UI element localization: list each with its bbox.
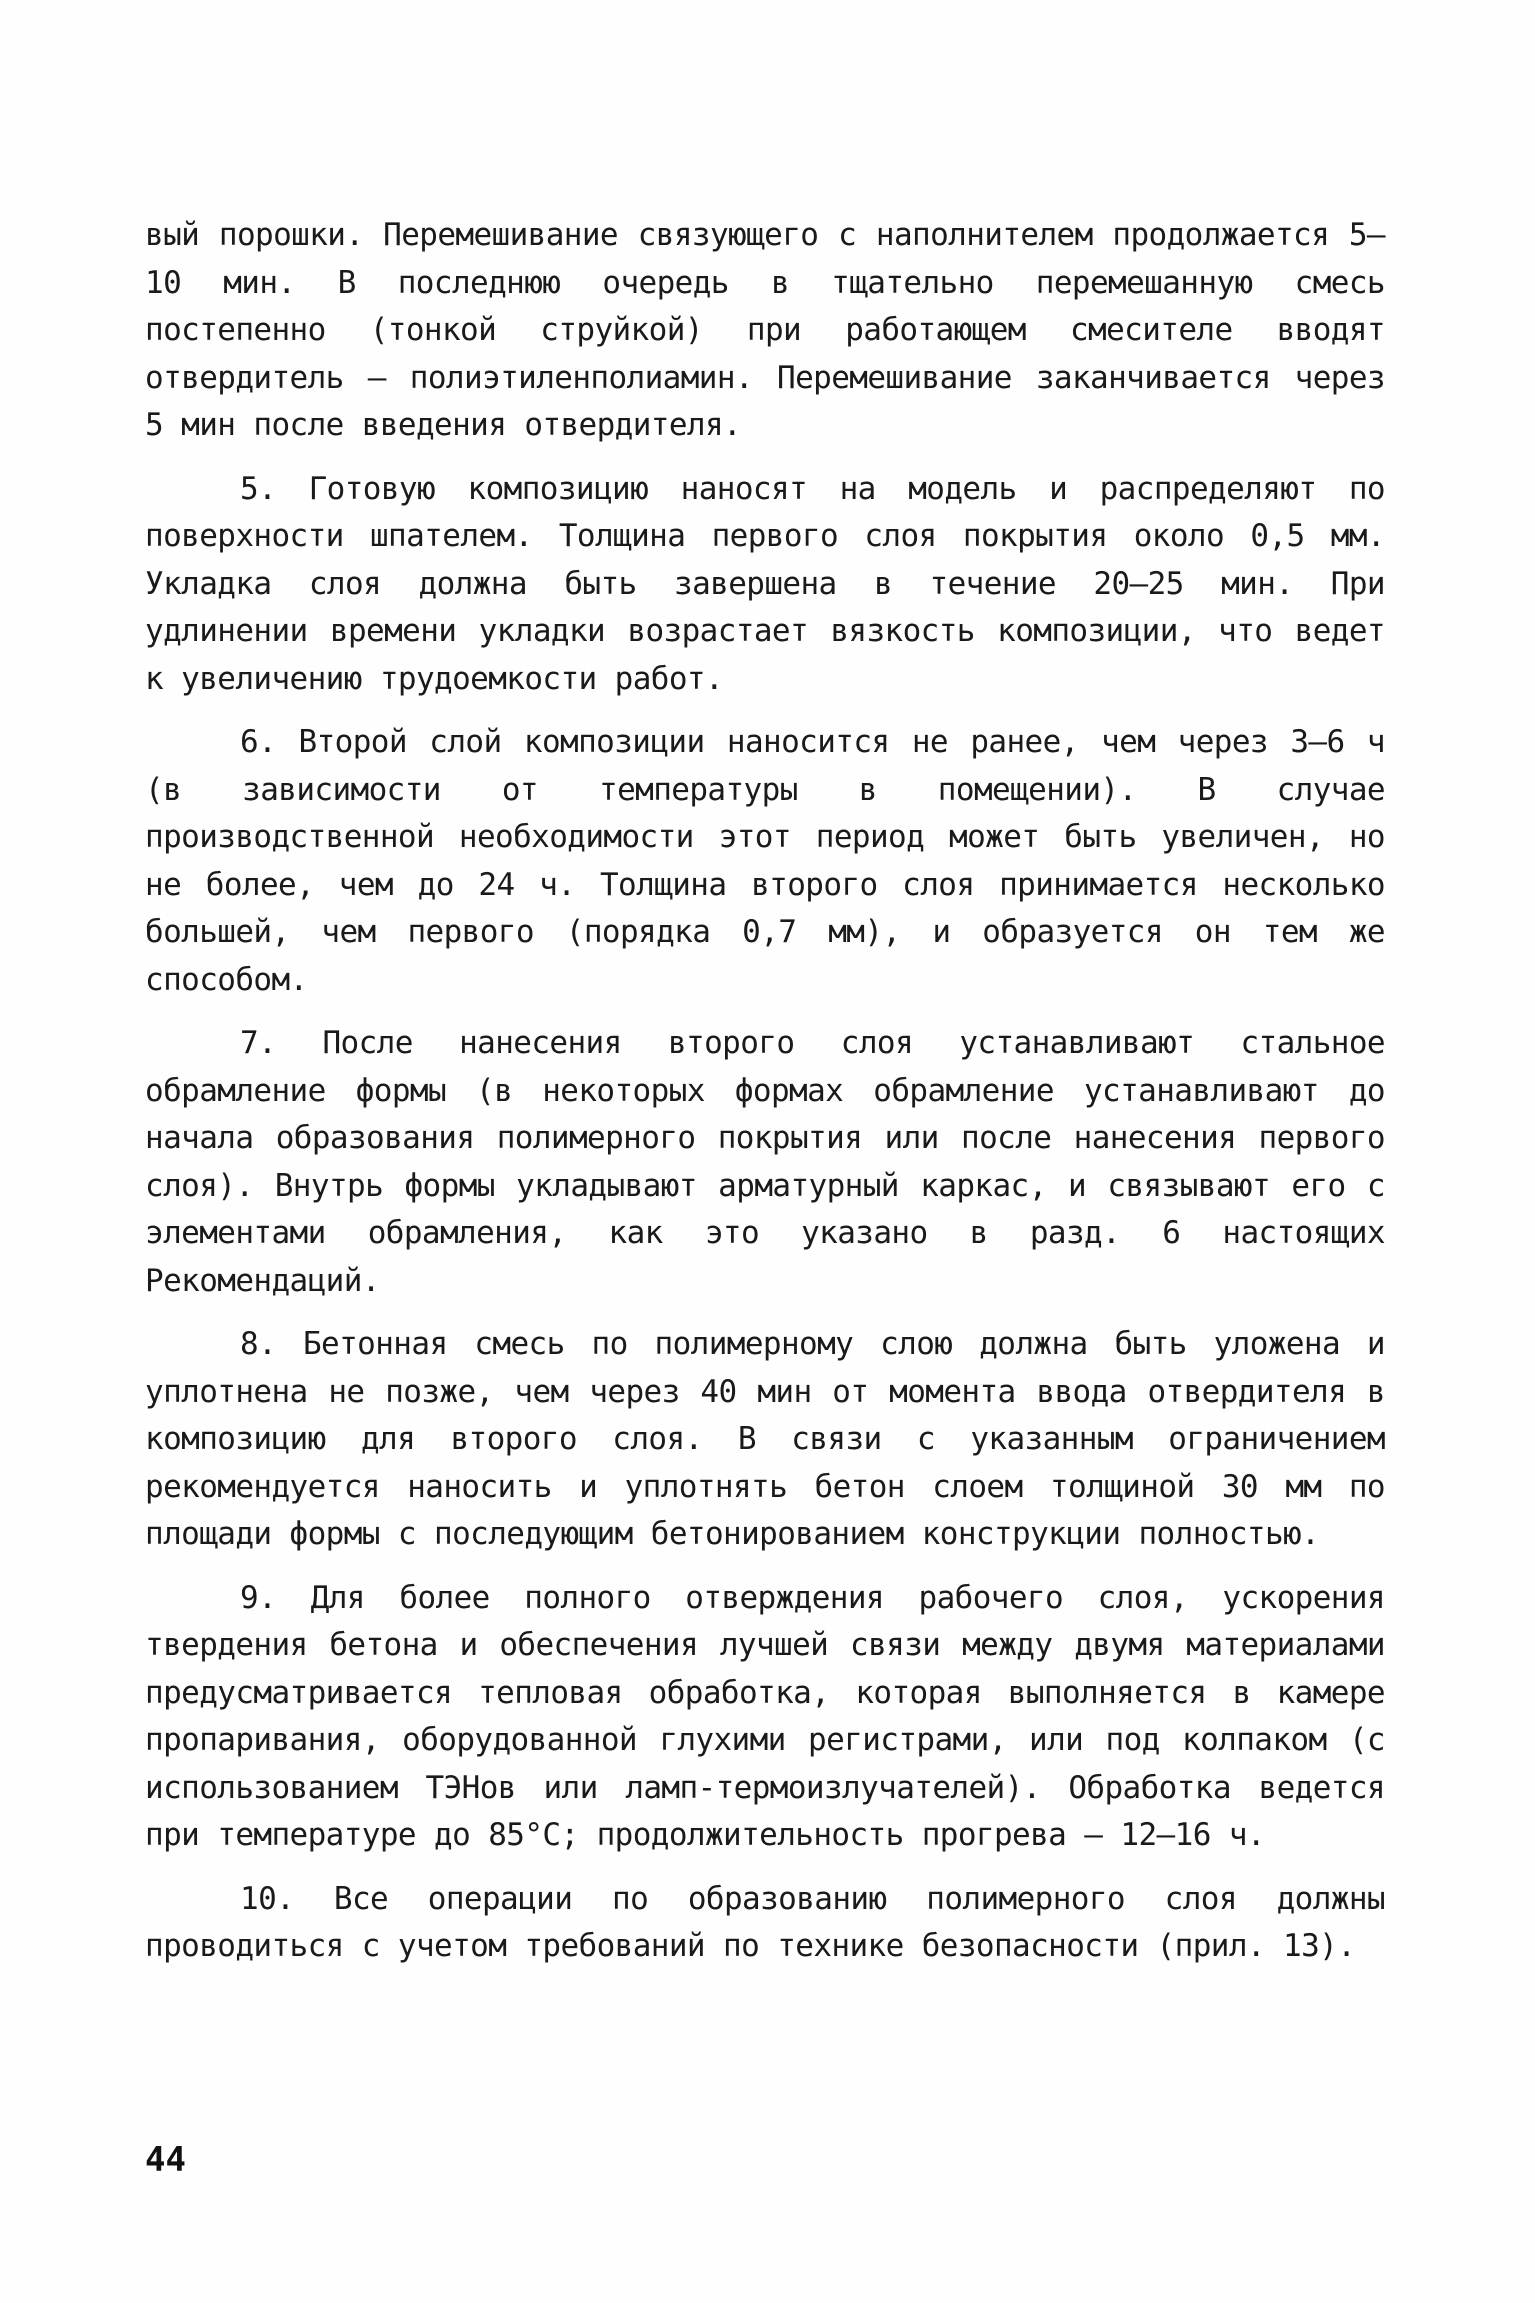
page-body (145, 212, 1385, 1971)
paragraph-continuation: вый порошки. Перемешивание связующего с наполнителем продолжается 5–10 мин. В последнюю очередь в тщательно перемешанную смесь постепенно (тонкой струйкой) при работающем смесителе вводят отвердитель – полиэтиленполиамин. Перемешивание заканчивается через 5 мин после введения отвердителя. (145, 217, 1385, 443)
paragraph-item-5: 5. Готовую композицию наносят на модель и распределяют по поверхности шпателем. Толщина первого слоя покрытия около 0,5 мм. Укладка слоя должна быть завершена в течение 20–25 мин. При удлинении времени укладки возрастает вязкость композиции, что ведет к увеличению трудоемкости работ. (145, 470, 1385, 697)
paragraph-item-9: 9. Для более полного отверждения рабочего слоя, ускорения твердения бетона и обеспечения лучшей связи между двумя материалами предусматривается тепловая обработка, которая выполняется в камере пропаривания, оборудованной глухими регистрами, или под колпаком (с использованием ТЭНов или ламп-термоизлучателей). Обработка ведется при температуре до 85°С; продолжительность прогрева – 12–16 ч. (145, 1579, 1385, 1853)
paragraph-item-8: 8. Бетонная смесь по полимерному слою должна быть уложена и уплотнена не позже, чем через 40 мин от момента ввода отвердителя в композицию для второго слоя. В связи с указанным ограничением рекомендуется наносить и уплотнять бетон слоем толщиной 30 мм по площади формы с последующим бетонированием конструкции полностью. (145, 1326, 1385, 1552)
page-number: 44 (145, 2140, 186, 2180)
paragraph-item-6: 6. Второй слой композиции наносится не ранее, чем через 3–6 ч (в зависимости от температуры в помещении). В случае производственной необходимости этот период может быть увеличен, но не более, чем до 24 ч. Толщина второго слоя принимается несколько большей, чем первого (порядка 0,7 мм), и образуется он тем же способом. (145, 724, 1385, 998)
paragraph-item-10: 10. Все операции по образованию полимерного слоя должны проводиться с учетом требований по технике безопасности (прил. 13). (145, 1880, 1385, 1964)
paragraph-item-7: 7. После нанесения второго слоя устанавливают стальное обрамление формы (в некоторых формах обрамление устанавливают до начала образования полимерного покрытия или после нанесения первого слоя). Внутрь формы укладывают арматурный каркас, и связывают его с элементами обрамления, как это указано в разд. 6 настоящих Рекомендаций. (145, 1025, 1385, 1299)
